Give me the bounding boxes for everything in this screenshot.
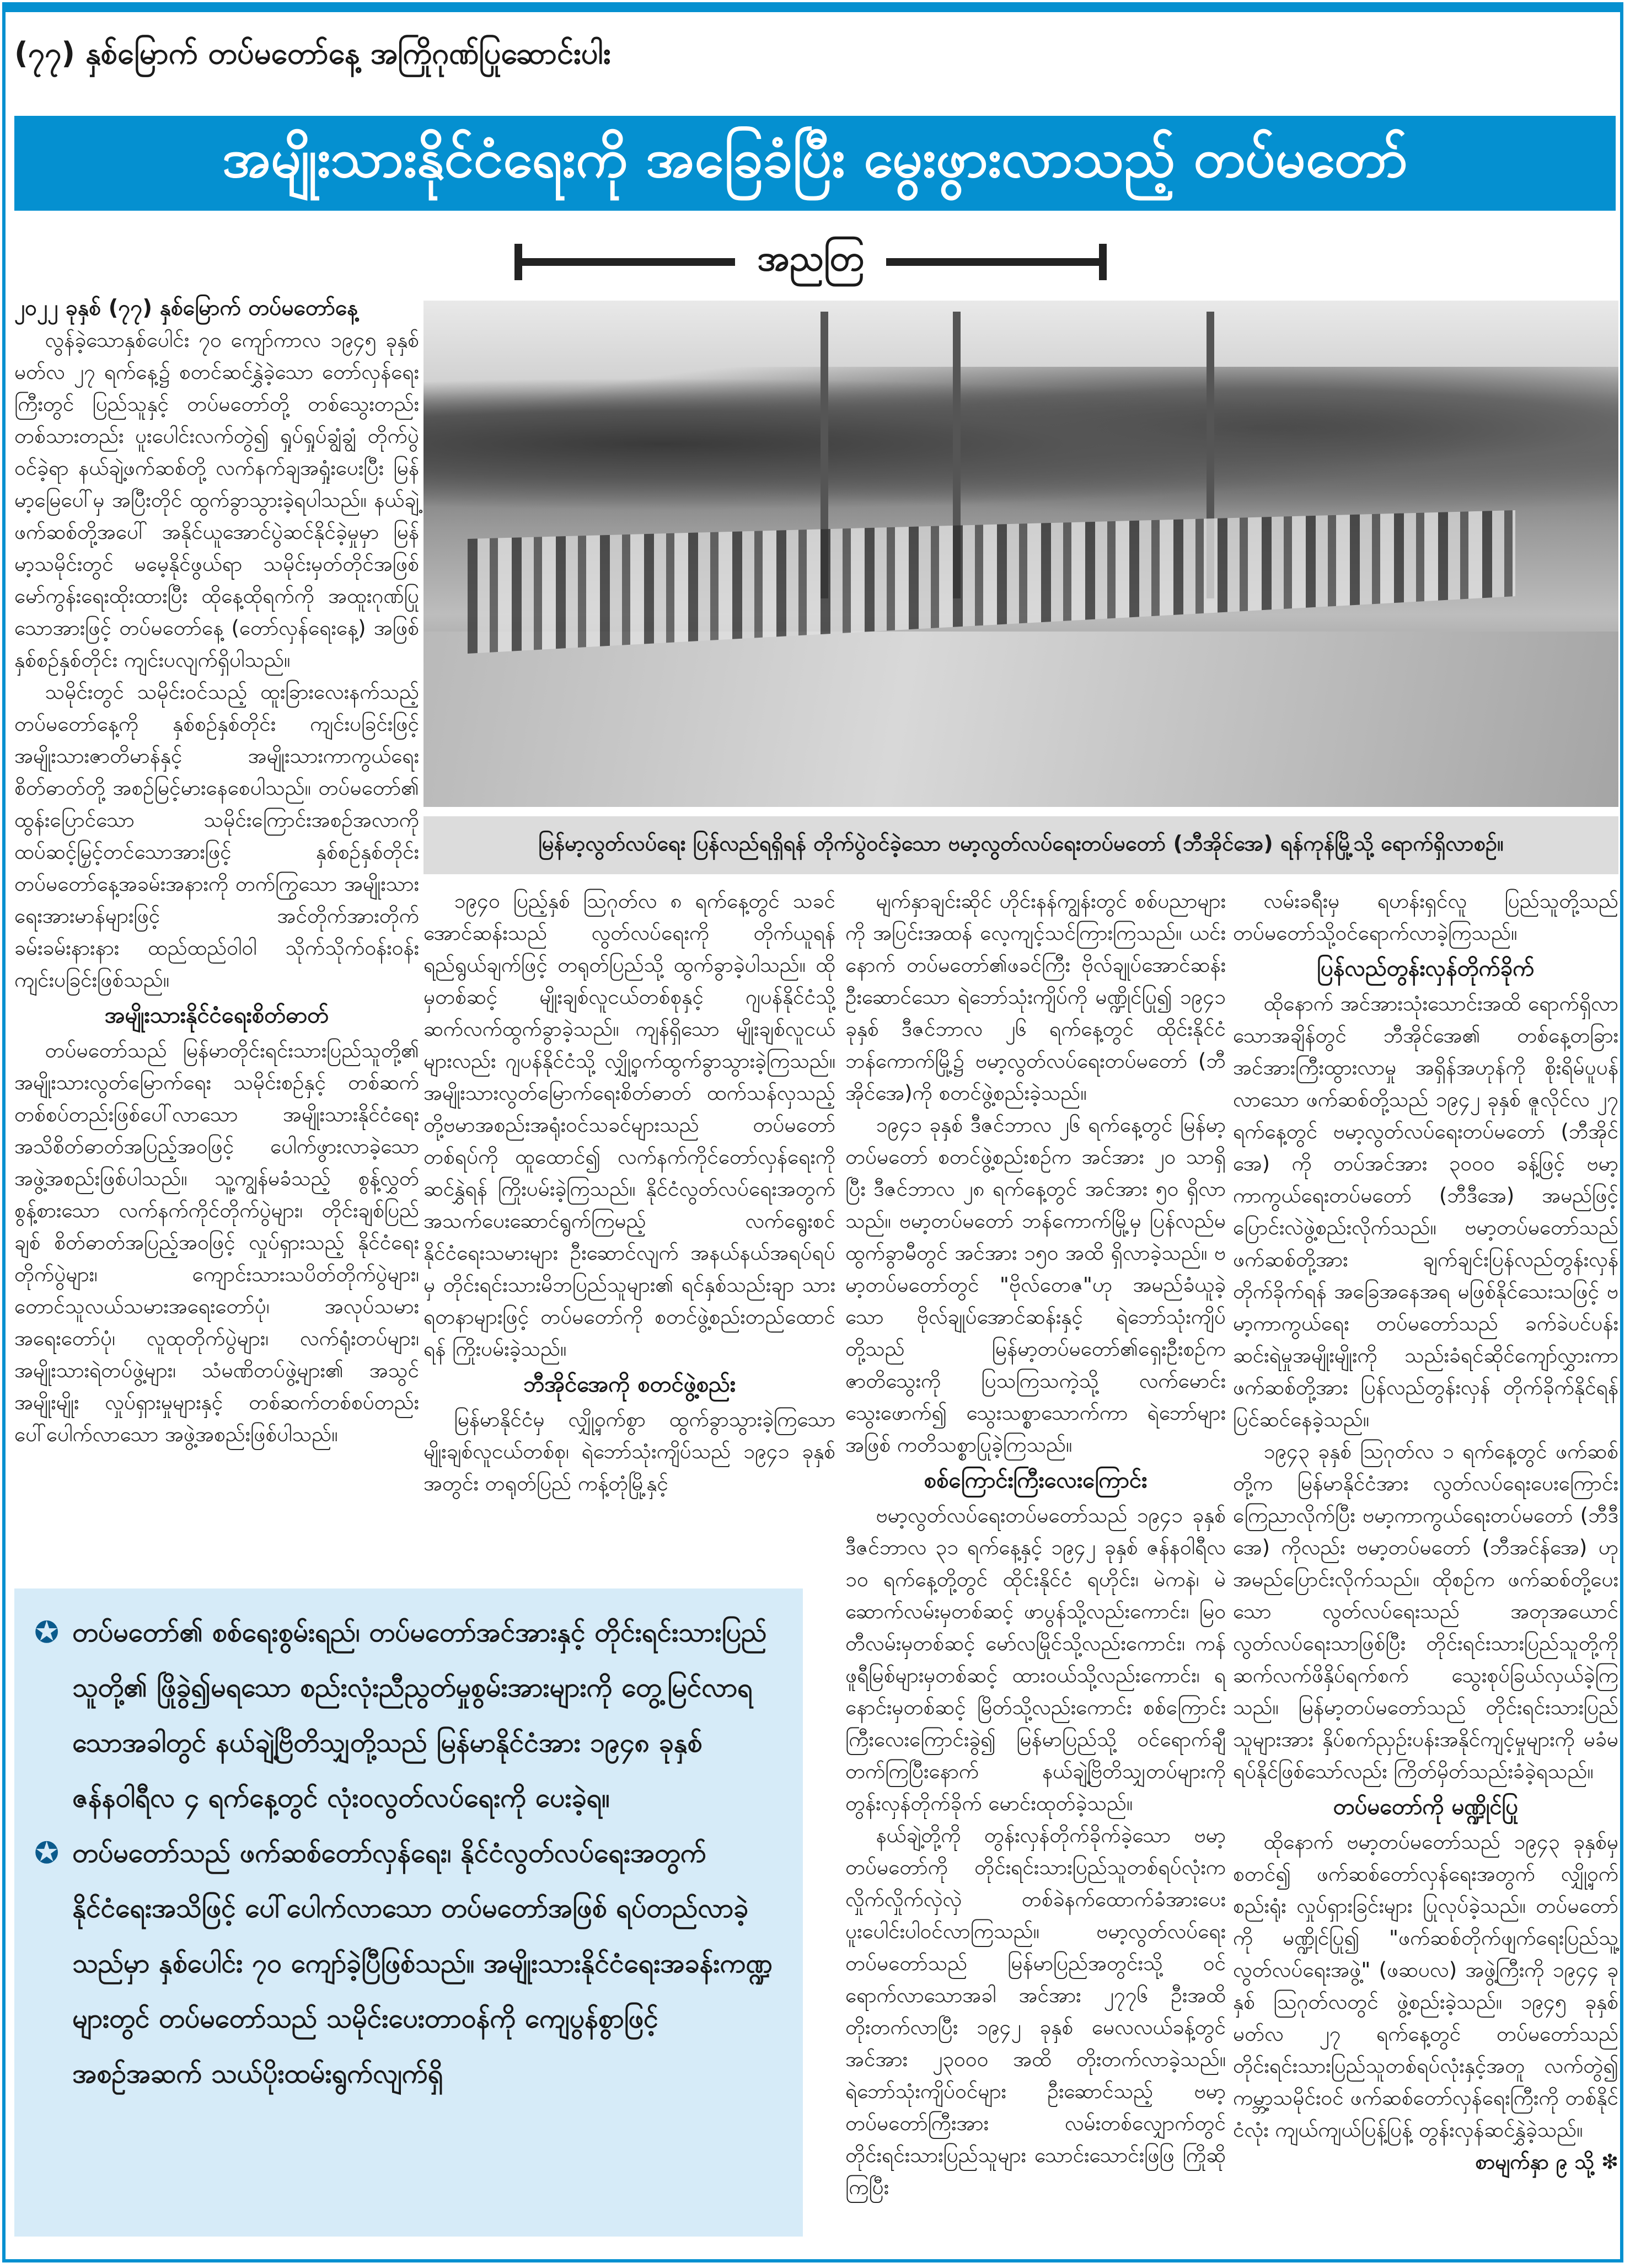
author: အညတြ — [757, 238, 864, 279]
star-bullet-icon: ✪ — [34, 1615, 60, 1650]
paragraph: မျက်နှာချင်းဆိုင် ဟိုင်းနန်ကျွန်းတွင် စစ်ပညာများကို အပြင်းအထန် လေ့ကျင့်သင်ကြားကြသည်။ ယင်းနောက် တပ်မတော်၏ဖခင်ကြီး ဗိုလ်ချုပ်အောင်ဆန်း ဦးဆောင်သော ရဲဘော်သုံးကျိပ်ကို မဏ္ဍိုင်ပြု၍ ၁၉၄၁ ခုနှစ် ဒီဇင်ဘာလ ၂၆ ရက်နေ့တွင် ထိုင်းနိုင်ငံ ဘန်ကောက်မြို့၌ ဗမာ့လွတ်လပ်ရေးတပ်မတော် (ဘီအိုင်အေ)ကို စတင်ဖွဲ့စည်းခဲ့သည်။ — [845, 889, 1226, 1105]
subheading: ဘီအိုင်အေကို စတင်ဖွဲ့စည်း — [523, 1372, 736, 1397]
continued-on-page: စာမျက်နှာ ၉ သို့ ❇ — [1475, 2150, 1618, 2174]
highlight-text: တပ်မတော်သည် ဖက်ဆစ်တော်လှန်ရေး၊ နိုင်ငံလွတ်လပ်ရေးအတွက် နိုင်ငံရေးအသိဖြင့် ပေါ်ပေါက်လာသော တပ်မတော်အဖြစ် ရပ်တည်လာခဲ့သည်မှာ နှစ်ပေါင်း ၇၀ ကျော်ခဲ့ပြီဖြစ်သည်။ အမျိုးသားနိုင်ငံရေးအခန်းကဏ္ဍများတွင် တပ်မတော်သည် သမိုင်းပေးတာဝန်ကို ကျေပွန်စွာဖြင့် အစဉ်အဆက် သယ်ပိုးထမ်းရွက်လျက်ရှိ — [72, 1838, 773, 2089]
paragraph: ဗမာ့လွတ်လပ်ရေးတပ်မတော်သည် ၁၉၄၁ ခုနှစ် ဒီဇင်ဘာလ ၃၁ ရက်နေ့နှင့် ၁၉၄၂ ခုနှစ် ဇန်နဝါရီလ ၁၀ ရက်နေ့တို့တွင် ထိုင်းနိုင်ငံ ရဟိုင်း၊ မဲကနဲ၊ မဲဆောက်လမ်းမှတစ်ဆင့် ဖာပွန်သို့လည်းကောင်း၊ မြဝတီလမ်းမှတစ်ဆင့် မော်လမြိုင်သို့လည်းကောင်း၊ ကန်ဖူရီမြစ်များမှတစ်ဆင့် ထားဝယ်သို့လည်းကောင်း၊ ရနောင်းမှတစ်ဆင့် မြိတ်သို့လည်းကောင်း စစ်ကြောင်းကြီးလေးကြောင်းခွဲ၍ မြန်မာပြည်သို့ ဝင်ရောက်ချီတက်ကြပြီးနောက် နယ်ချဲ့ဗြိတိသျှတပ်များကို တွန်းလှန်တိုက်ခိုက် မောင်းထုတ်ခဲ့သည်။ — [845, 1504, 1226, 1815]
headline: အမျိုးသားနိုင်ငံရေးကို အခြေခံပြီး မွေးဖွားလာသည့် တပ်မတော် — [222, 127, 1408, 189]
byline — [419, 237, 1202, 287]
paragraph: ထိုနောက် ဗမာ့တပ်မတော်သည် ၁၉၄၃ ခုနှစ်မှစတင်၍ ဖက်ဆစ်တော်လှန်ရေးအတွက် လျှို့ဝှက်စည်းရုံး လှုပ်ရှားခြင်းများ ပြုလုပ်ခဲ့သည်။ တပ်မတော်ကို မဏ္ဍိုင်ပြု၍ "ဖက်ဆစ်တိုက်ဖျက်ရေးပြည်သူ့လွတ်လပ်ရေးအဖွဲ့" (ဖဆပလ) အဖွဲ့ကြီးကို ၁၉၄၄ ခုနှစ် ဩဂုတ်လတွင် ဖွဲ့စည်းခဲ့သည်။ ၁၉၄၅ ခုနှစ် မတ်လ ၂၇ ရက်နေ့တွင် တပ်မတော်သည် တိုင်းရင်းသားပြည်သူတစ်ရပ်လုံးနှင့်အတူ လက်တွဲ၍ ကမ္ဘာ့သမိုင်းဝင် ဖက်ဆစ်တော်လှန်ရေးကြီးကို တစ်နိုင်ငံလုံး ကျယ်ကျယ်ပြန့်ပြန့် တွန်းလှန်ဆင်နွှဲခဲ့သည်။ — [1233, 1830, 1618, 2142]
column-2 — [423, 885, 835, 1500]
historical-photo — [423, 301, 1618, 807]
highlight-text: တပ်မတော်၏ စစ်ရေးစွမ်းရည်၊ တပ်မတော်အင်အားနှင့် တိုင်းရင်းသားပြည်သူတို့၏ ဖြိုခွဲ၍မရသော စည်းလုံးညီညွတ်မှုစွမ်းအားများကို တွေ့မြင်လာရသောအခါတွင် နယ်ချဲ့ဗြိတိသျှတို့သည် မြန်မာနိုင်ငံအား ၁၉၄၈ ခုနှစ် ဇန်နဝါရီလ ၄ ရက်နေ့တွင် လုံးဝလွတ်လပ်ရေးကို ပေးခဲ့ရ။ — [72, 1617, 767, 1814]
highlight-box — [14, 1588, 803, 2237]
paragraph: နယ်ချဲ့တို့ကို တွန်းလှန်တိုက်ခိုက်ခဲ့သော ဗမာ့တပ်မတော်ကို တိုင်းရင်းသားပြည်သူတစ်ရပ်လုံးက လှိုက်လှိုက်လှဲလှဲ တစ်ခဲနက်ထောက်ခံအားပေး ပူးပေါင်းပါဝင်လာကြသည်။ ဗမာ့လွတ်လပ်ရေးတပ်မတော်သည် မြန်မာပြည်အတွင်းသို့ ဝင်ရောက်လာသောအခါ အင်အား ၂၇၇၆ ဦးအထိ တိုးတက်လာပြီး ၁၉၄၂ ခုနှစ် မေလလယ်ခန့်တွင် အင်အား ၂၃၀၀၀ အထိ တိုးတက်လာခဲ့သည်။ ရဲဘော်သုံးကျိပ်ဝင်များ ဦးဆောင်သည့် ဗမာ့တပ်မတော်ကြီးအား လမ်းတစ်လျှောက်တွင် တိုင်းရင်းသားပြည်သူများ သောင်းသောင်းဖြဖြ ကြိုဆိုကြပြီး — [845, 1823, 1226, 2199]
kicker: (၇၇) နှစ်မြောက် တပ်မတော်နေ့ အကြိုဂုဏ်ပြုဆောင်းပါး — [14, 36, 611, 71]
photo-road — [423, 632, 1618, 807]
highlight-point — [34, 1605, 783, 1826]
headline-band — [14, 116, 1616, 211]
paragraph: လမ်းခရီးမှ ရဟန်းရှင်လူ ပြည်သူတို့သည် တပ်မတော်သို့ဝင်ရောက်လာခဲ့ကြသည်။ — [1233, 889, 1618, 945]
paragraph: ၁၉၄၁ ခုနှစ် ဒီဇင်ဘာလ ၂၆ ရက်နေ့တွင် မြန်မာ့တပ်မတော် စတင်ဖွဲ့စည်းစဉ်က အင်အား ၂၀ သာရှိပြီး ဒီဇင်ဘာလ ၂၈ ရက်နေ့တွင် အင်အား ၅၀ ရှိလာသည်။ ဗမာ့တပ်မတော် ဘန်ကောက်မြို့မှ ပြန်လည်မထွက်ခွာမီတွင် အင်အား ၁၅၀ အထိ ရှိလာခဲ့သည်။ ဗမာ့တပ်မတော်တွင် "ဗိုလ်တေဇ"ဟု အမည်ခံယူခဲ့သော ဗိုလ်ချုပ်အောင်ဆန်းနှင့် ရဲဘော်သုံးကျိပ်တို့သည် မြန်မာ့တပ်မတော်၏ရှေးဦးစဉ်က ဇာတိသွေးကို ပြသကြသကဲ့သို့ လက်မောင်းသွေးဖောက်၍ သွေးသစ္စာသောက်ကာ ရဲဘော်များအဖြစ် ကတိသစ္စာပြုခဲ့ကြသည်။ — [845, 1113, 1226, 1457]
column-1 — [14, 292, 419, 1451]
paragraph: ထိုနောက် အင်အားသုံးသောင်းအထိ ရောက်ရှိလာသောအချိန်တွင် ဘီအိုင်အေ၏ တစ်နေ့တခြား အင်အားကြီးထွားလာမှု အရှိန်အဟုန်ကို စိုးရိမ်ပူပန်လာသော ဖက်ဆစ်တို့သည် ၁၉၄၂ ခုနှစ် ဇူလိုင်လ ၂၇ ရက်နေ့တွင် ဗမာ့လွတ်လပ်ရေးတပ်မတော် (ဘီအိုင်အေ) ကို တပ်အင်အား ၃၀၀၀ ခန့်ဖြင့် ဗမာ့ကာကွယ်ရေးတပ်မတော် (ဘီဒီအေ) အမည်ဖြင့် ပြောင်းလဲဖွဲ့စည်းလိုက်သည်။ ဗမာ့တပ်မတော်သည် ဖက်ဆစ်တို့အား ချက်ချင်းပြန်လည်တွန်းလှန် တိုက်ခိုက်ရန် အခြေအနေအရ မဖြစ်နိုင်သေးသဖြင့် ဗမာ့ကာကွယ်ရေး တပ်မတော်သည် ခက်ခဲပင်ပန်းဆင်းရဲမှုအမျိုးမျိုးကို သည်းခံရင်ဆိုင်ကျော်လွှားကာ ဖက်ဆစ်တို့အား ပြန်လည်တွန်းလှန် တိုက်ခိုက်နိုင်ရန် ပြင်ဆင်နေခဲ့သည်။ — [1233, 992, 1618, 1431]
intro-heading: ၂၀၂၂ ခုနှစ် (၇၇) နှစ်မြောက် တပ်မတော်နေ့ — [14, 296, 358, 320]
subheading: ပြန်လည်တွန်းလှန်တိုက်ခိုက် — [1317, 956, 1535, 981]
column-3 — [845, 885, 1226, 2203]
byline-rule-right — [886, 258, 1107, 266]
photo-trees — [423, 367, 1618, 521]
paragraph: ၁၉၄၃ ခုနှစ် ဩဂုတ်လ ၁ ရက်နေ့တွင် ဖက်ဆစ်တို့က မြန်မာနိုင်ငံအား လွတ်လပ်ရေးပေးကြောင်း ကြေညာလိုက်ပြီး ဗမာ့ကာကွယ်ရေးတပ်မတော် (ဘီဒီအေ) ကိုလည်း ဗမာ့တပ်မတော် (ဘီအင်န်အေ) ဟု အမည်ပြောင်းလိုက်သည်။ ထိုစဉ်က ဖက်ဆစ်တို့ပေးသော လွတ်လပ်ရေးသည် အတုအယောင် လွတ်လပ်ရေးသာဖြစ်ပြီး တိုင်းရင်းသားပြည်သူတို့ကို ဆက်လက်ဖိနှိပ်ရက်စက် သွေးစုပ်ခြယ်လှယ်ခဲ့ကြသည်။ မြန်မာ့တပ်မတော်သည် တိုင်းရင်းသားပြည်သူများအား နှိပ်စက်ညှဉ်းပန်းအနိုင်ကျင့်မှုများကို မခံမရပ်နိုင်ဖြစ်သော်လည်း ကြိတ်မှိတ်သည်းခံခဲ့ရသည်။ — [1233, 1440, 1618, 1783]
highlight-point — [34, 1826, 783, 2101]
subheading: တပ်မတော်ကို မဏ္ဍိုင်ပြု — [1333, 1794, 1519, 1820]
photo-caption — [423, 816, 1618, 874]
paragraph: မြန်မာနိုင်ငံမှ လျှို့ဝှက်စွာ ထွက်ခွာသွားခဲ့ကြသော မျိုးချစ်လူငယ်တစ်စု၊ ရဲဘော်သုံးကျိပ်သည် ၁၉၄၁ ခုနှစ်အတွင်း တရုတ်ပြည် ကန့်တုံမြို့နှင့် — [423, 1408, 835, 1495]
caption-text: မြန်မာ့လွတ်လပ်ရေး ပြန်လည်ရရှိရန် တိုက်ပွဲဝင်ခဲ့သော ဗမာ့လွတ်လပ်ရေးတပ်မတော် (ဘီအိုင်အေ) ရန်ကုန်မြို့သို့ ရောက်ရှိလာစဉ်။ — [538, 831, 1504, 855]
paragraph: သမိုင်းတွင် သမိုင်းဝင်သည့် ထူးခြားလေးနက်သည့် တပ်မတော်နေ့ကို နှစ်စဉ်နှစ်တိုင်း ကျင်းပခြင်းဖြင့် အမျိုးသားဇာတိမာန်နှင့် အမျိုးသားကာကွယ်ရေးစိတ်ဓာတ်တို့ အစဉ်မြင့်မားနေစေပါသည်။ တပ်မတော်၏ ထွန်းပြောင်သော သမိုင်းကြောင်းအစဉ်အလာကို ထပ်ဆင့်မြှင့်တင်သောအားဖြင့် နှစ်စဉ်နှစ်တိုင်း တပ်မတော်နေ့အခမ်းအနားကို တက်ကြွသော အမျိုးသားရေးအားမာန်များဖြင့် အင်တိုက်အားတိုက် ခမ်းခမ်းနားနား ထည်ထည်ဝါဝါ သိုက်သိုက်ဝန်းဝန်း ကျင်းပခြင်းဖြစ်သည်။ — [14, 680, 419, 992]
column-4 — [1233, 885, 1618, 2178]
subheading: စစ်ကြောင်းကြီးလေးကြောင်း — [924, 1468, 1148, 1493]
star-bullet-icon: ✪ — [34, 1836, 60, 1870]
paragraph: တပ်မတော်သည် မြန်မာတိုင်းရင်းသားပြည်သူတို့၏ အမျိုးသားလွတ်မြောက်ရေး သမိုင်းစဉ်နှင့် တစ်ဆက်တစ်စပ်တည်းဖြစ်ပေါ်လာသော အမျိုးသားနိုင်ငံရေး အသိစိတ်ဓာတ်အပြည့်အဝဖြင့် ပေါက်ဖွားလာခဲ့သော အဖွဲ့အစည်းဖြစ်ပါသည်။ သူ့ကျွန်မခံသည့် စွန့်လွှတ်စွန့်စားသော လက်နက်ကိုင်တိုက်ပွဲများ၊ တိုင်းချစ်ပြည်ချစ် စိတ်ဓာတ်အပြည့်အဝဖြင့် လှုပ်ရှားသည့် နိုင်ငံရေးတိုက်ပွဲများ၊ ကျောင်းသားသပိတ်တိုက်ပွဲများ၊ တောင်သူလယ်သမားအရေးတော်ပုံ၊ အလုပ်သမားအရေးတော်ပုံ၊ လူထုတိုက်ပွဲများ၊ လက်ရုံးတပ်များ၊ အမျိုးသားရဲတပ်ဖွဲ့များ၊ သံမဏိတပ်ဖွဲ့များ၏ အသွင်အမျိုးမျိုး လှုပ်ရှားမှုများနှင့် တစ်ဆက်တစ်စပ်တည်း ပေါ်ပေါက်လာသော အဖွဲ့အစည်းဖြစ်ပါသည်။ — [14, 1039, 419, 1446]
subheading: အမျိုးသားနိုင်ငံရေးစိတ်ဓာတ် — [104, 1003, 329, 1028]
paragraph: လွန်ခဲ့သောနှစ်ပေါင်း ၇၀ ကျော်ကာလ ၁၉၄၅ ခုနှစ် မတ်လ ၂၇ ရက်နေ့၌ စတင်ဆင်နွှဲခဲ့သော တော်လှန်ရေးကြီးတွင် ပြည်သူနှင့် တပ်မတော်တို့ တစ်သွေးတည်း တစ်သားတည်း ပူးပေါင်းလက်တွဲ၍ ရှုပ်ရှုပ်ချွံချွံ တိုက်ပွဲဝင်ခဲ့ရာ နယ်ချဲ့ဖက်ဆစ်တို့ လက်နက်ချအရှုံးပေးပြီး မြန်မာ့မြေပေါ်မှ အပြီးတိုင် ထွက်ခွာသွားခဲ့ရပါသည်။ နယ်ချဲ့ဖက်ဆစ်တို့အပေါ် အနိုင်ယူအောင်ပွဲဆင်နိုင်ခဲ့မှုမှာ မြန်မာ့သမိုင်းတွင် မမေ့နိုင်ဖွယ်ရာ သမိုင်းမှတ်တိုင်အဖြစ် မော်ကွန်းရေးထိုးထားပြီး ထိုနေ့ထိုရက်ကို အထူးဂုဏ်ပြုသောအားဖြင့် တပ်မတော်နေ့ (တော်လှန်ရေးနေ့) အဖြစ် နှစ်စဉ်နှစ်တိုင်း ကျင်းပလျက်ရှိပါသည်။ — [14, 328, 419, 672]
byline-rule-left — [514, 258, 735, 266]
paragraph: ၁၉၄၀ ပြည့်နှစ် ဩဂုတ်လ ၈ ရက်နေ့တွင် သခင်အောင်ဆန်းသည် လွတ်လပ်ရေးကို တိုက်ယူရန် ရည်ရွယ်ချက်ဖြင့် တရုတ်ပြည်သို့ ထွက်ခွာခဲ့ပါသည်။ ထိုမှတစ်ဆင့် မျိုးချစ်လူငယ်တစ်စုနှင့် ဂျပန်နိုင်ငံသို့ ဆက်လက်ထွက်ခွာခဲ့သည်။ ကျန်ရှိသော မျိုးချစ်လူငယ်များလည်း ဂျပန်နိုင်ငံသို့ လျှို့ဝှက်ထွက်ခွာသွားခဲ့ကြသည်။ အမျိုးသားလွတ်မြောက်ရေးစိတ်ဓာတ် ထက်သန်လှသည့် တို့ဗမာအစည်းအရုံးဝင်သခင်များသည် တပ်မတော်တစ်ရပ်ကို ထူထောင်၍ လက်နက်ကိုင်တော်လှန်ရေးကိုဆင်နွှဲရန် ကြိုးပမ်းခဲ့ကြသည်။ နိုင်ငံလွတ်လပ်ရေးအတွက် အသက်ပေးဆောင်ရွက်ကြမည့် လက်ရွေးစင် နိုင်ငံရေးသမားများ ဦးဆောင်လျက် အနယ်နယ်အရပ်ရပ်မှ တိုင်းရင်းသားမိဘပြည်သူများ၏ ရင်နှစ်သည်းချာ သားရတနာများဖြင့် တပ်မတော်ကို စတင်ဖွဲ့စည်းတည်ထောင်ရန် ကြိုးပမ်းခဲ့သည်။ — [423, 889, 835, 1361]
